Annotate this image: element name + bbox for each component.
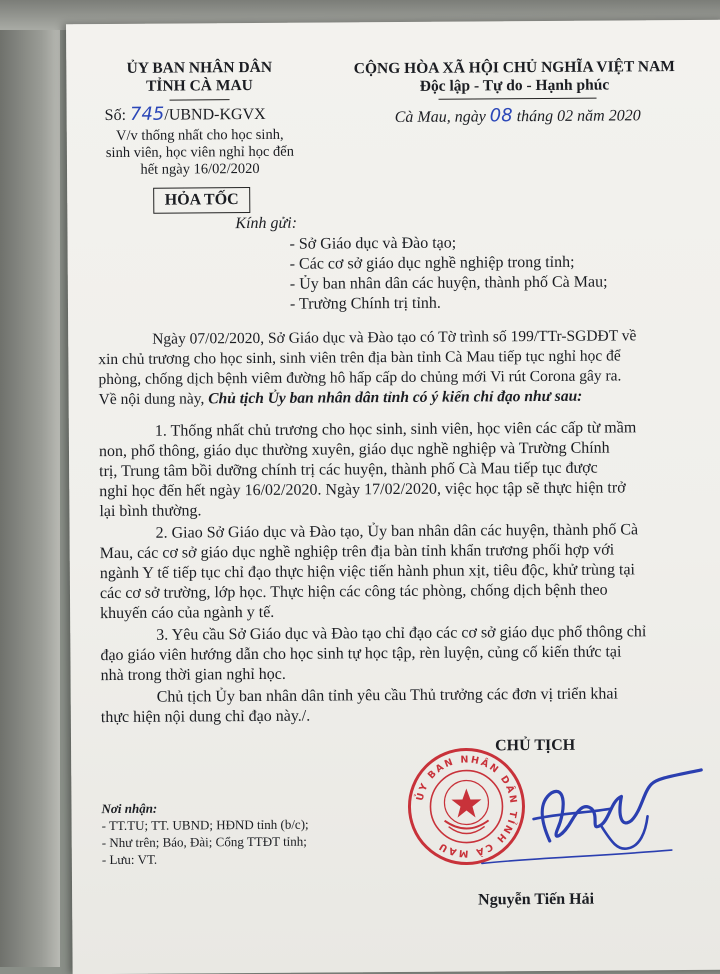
intro-line-last xyxy=(99,386,637,410)
org-line-1: ỦY BAN NHÂN DÂN xyxy=(126,58,273,77)
org-line-2: TỈNH CÀ MAU xyxy=(145,77,253,95)
item-1-paragraph xyxy=(99,418,637,522)
distribution-item: - TT.TU; TT. UBND; HĐND tỉnh (b/c); xyxy=(101,816,309,834)
motto-line-1: CỘNG HÒA XÃ HỘI CHỦ NGHĨA VIỆT NAM xyxy=(353,58,675,78)
item-1-line: non, phổ thông, giáo dục thường xuyên, giáo dục nghề nghiệp và Trường Chính xyxy=(98,439,610,461)
closing-paragraph xyxy=(101,684,618,728)
item-2-line: các cơ sở trường, lớp học. Thực hiện các công tác phòng, chống dịch bệnh theo xyxy=(99,581,608,603)
distribution-item: - Như trên; Báo, Đài; Cổng TTĐT tỉnh; xyxy=(101,833,307,851)
item-1-line: 1. Thống nhất chủ trương cho học sinh, sinh viên, học viên các cấp từ mầm xyxy=(154,419,637,440)
handwritten-day: 08 xyxy=(489,105,513,127)
greeting: Kính gửi: xyxy=(235,214,298,233)
intro-line: Ngày 07/02/2020, Sở Giáo dục và Đào tạo có Tờ trình số 199/TTr-SGDĐT về xyxy=(152,327,637,348)
seal-text: ỦY BAN NHÂN DÂN TỈNH CÀ MAU xyxy=(414,754,519,859)
motto-underline xyxy=(439,98,597,100)
intro-emphasis: Chủ tịch Ủy ban nhân dân tỉnh có ý kiến chỉ đạo như sau: xyxy=(208,387,583,408)
distribution-heading: Nơi nhận: xyxy=(101,800,158,817)
item-1-line: nghỉ học đến hết ngày 16/02/2020. Ngày 17/02/2020, việc học tập sẽ thực hiện trở xyxy=(99,479,626,501)
signer-title: CHỦ TỊCH xyxy=(494,736,576,755)
item-2-line: 2. Giao Sở Giáo dục và Đào tạo, Ủy ban nhân dân các huyện, thành phố Cà xyxy=(155,521,639,542)
handwritten-signature xyxy=(471,762,712,874)
document-subject xyxy=(95,127,305,179)
subject-line-3: hết ngày 16/02/2020 xyxy=(140,160,260,178)
document-page xyxy=(66,20,720,974)
motto-line-2: Độc lập - Tự do - Hạnh phúc xyxy=(419,76,610,95)
item-2-paragraph xyxy=(99,520,638,624)
document-number xyxy=(105,103,266,125)
distribution-list xyxy=(101,799,308,868)
background-left xyxy=(0,0,60,967)
item-3-line: nhà trong thời gian nghỉ học. xyxy=(100,665,286,685)
item-3-line: đạo giáo viên hướng dẫn cho học sinh tự học tập, rèn luyện, củng cố kiến thức tại xyxy=(100,643,622,665)
recipient-item: - Trường Chính trị tỉnh. xyxy=(289,294,441,313)
number-prefix: Số: xyxy=(104,106,127,125)
item-3-line: 3. Yêu cầu Sở Giáo dục và Đào tạo chỉ đạo các cơ sở giáo dục phổ thông chỉ xyxy=(156,623,647,644)
date-prefix: Cà Mau, ngày xyxy=(394,108,486,127)
item-3-paragraph xyxy=(100,622,646,686)
recipient-item: - Sở Giáo dục và Đào tạo; xyxy=(289,234,457,253)
item-2-line: Mau, các cơ sở giáo dục nghề nghiệp trên địa bàn tỉnh khẩn trương phối hợp với xyxy=(99,541,615,563)
document-date xyxy=(395,104,641,127)
subject-line-2: sinh viên, học viên nghỉ học đến xyxy=(105,143,294,162)
item-2-line: khuyến cáo của ngành y tế. xyxy=(100,603,275,623)
recipient-item: - Ủy ban nhân dân các huyện, thành phố Cà Mau; xyxy=(289,273,608,293)
national-motto xyxy=(334,58,694,97)
recipient-list xyxy=(289,233,607,315)
subject-line-1: V/v thống nhất cho học sinh, xyxy=(115,126,284,144)
date-suffix: tháng 02 năm 2020 xyxy=(516,107,641,126)
intro-plain: Về nội dung này, xyxy=(98,390,209,409)
item-1-line: trị, Trung tâm bồi dưỡng chính trị các huyện, thành phố Cà Mau tiếp tục được xyxy=(99,459,598,481)
signer-name: Nguyễn Tiến Hải xyxy=(478,890,595,909)
item-1-line: lại bình thường. xyxy=(99,502,202,521)
closing-line: Chủ tịch Ủy ban nhân dân tỉnh yêu cầu Thủ trưởng các đơn vị triển khai xyxy=(156,685,618,706)
distribution-item: - Lưu: VT. xyxy=(101,851,158,868)
intro-line: phòng, chống dịch bệnh viêm đường hô hấp cấp do chủng mới Vi rút Corona gây ra. xyxy=(98,367,622,389)
urgency-box: HỎA TỐC xyxy=(153,187,250,214)
intro-paragraph xyxy=(98,326,637,410)
number-suffix: /UBND-KGVX xyxy=(164,105,266,124)
handwritten-number: 745 xyxy=(129,103,165,125)
closing-line: thực hiện nội dung chỉ đạo này./. xyxy=(100,707,311,727)
intro-line: xin chủ trương cho học sinh, sinh viên trên địa bàn tỉnh Cà Mau tiếp tục nghỉ học để xyxy=(98,347,621,369)
recipient-item: - Các cơ sở giáo dục nghề nghiệp trong tỉnh; xyxy=(289,253,575,273)
org-underline xyxy=(170,99,230,101)
org-name xyxy=(104,59,294,96)
item-2-line: ngành Y tế tiếp tục chỉ đạo thực hiện việc tiến hành phun xịt, tiêu độc, khử trùng tại xyxy=(99,561,636,583)
